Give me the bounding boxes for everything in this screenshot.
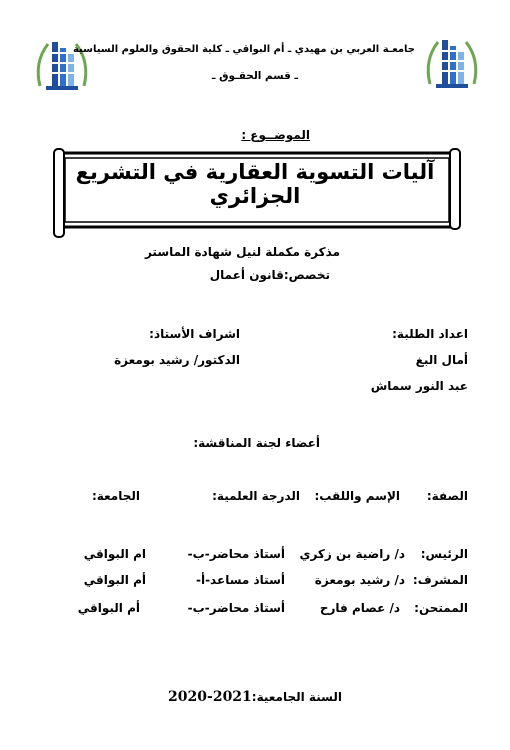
committee-row-rank: أستاذ محاضر-ب-: [187, 547, 285, 561]
thesis-specialty: تخصص:قانون أعمال: [209, 268, 330, 282]
committee-row-role: الممتحن:: [414, 601, 468, 615]
committee-row-university: أم البواقي: [83, 573, 146, 587]
thesis-title: آليات التسوية العقارية في التشريع الجزائري: [75, 160, 435, 208]
students-label: اعداد الطلبة:: [392, 327, 468, 341]
academic-year-label: السنة الجامعية:: [251, 690, 342, 704]
committee-row-name: د/ عصام فارح: [319, 601, 400, 615]
committee-label: أعضاء لجنة المناقشة:: [193, 436, 320, 450]
university-logo-left: [30, 32, 94, 96]
committee-row-university: أم البواقي: [77, 601, 140, 615]
committee-row-name: د/ رشيد بومعزة: [314, 573, 405, 587]
committee-row-rank: أستاذ مساعد-أ-: [195, 573, 285, 587]
department-line: ـ قسم الحقـوق ـ: [211, 70, 299, 82]
committee-row-university: ام البواقي: [83, 547, 146, 561]
committee-header-name: الإسم واللقب:: [314, 489, 400, 503]
committee-header-role: الصفة:: [426, 489, 468, 503]
thesis-purpose: مذكرة مكملة لنيل شهادة الماستر: [144, 245, 340, 259]
subject-label: الموضــوع :: [241, 128, 310, 142]
committee-header-university: الجامعة:: [91, 489, 140, 503]
committee-row-name: د/ راضية بن زكري: [299, 547, 405, 561]
university-logo-right: [420, 30, 484, 94]
committee-header-rank: الدرجة العلمية:: [212, 489, 300, 503]
committee-row-rank: أستاذ محاضر-ب-: [187, 601, 285, 615]
academic-year-value: 2020-2021: [168, 689, 252, 705]
supervisor-name: الدكتور/ رشيد بومعزة: [114, 353, 240, 367]
committee-row-role: الرئيس:: [420, 547, 468, 561]
student-name-1: أمال البغ: [415, 353, 468, 367]
committee-row-role: المشرف:: [412, 573, 468, 587]
university-line: جامعـة العربي بن مهيدي ـ أم البواقي ـ كلية الحقوق والعلوم السياسية: [72, 44, 415, 55]
supervisor-label: اشراف الأستاذ:: [149, 327, 240, 341]
student-name-2: عبد النور سماش: [370, 379, 468, 393]
academic-year: [130, 686, 380, 705]
